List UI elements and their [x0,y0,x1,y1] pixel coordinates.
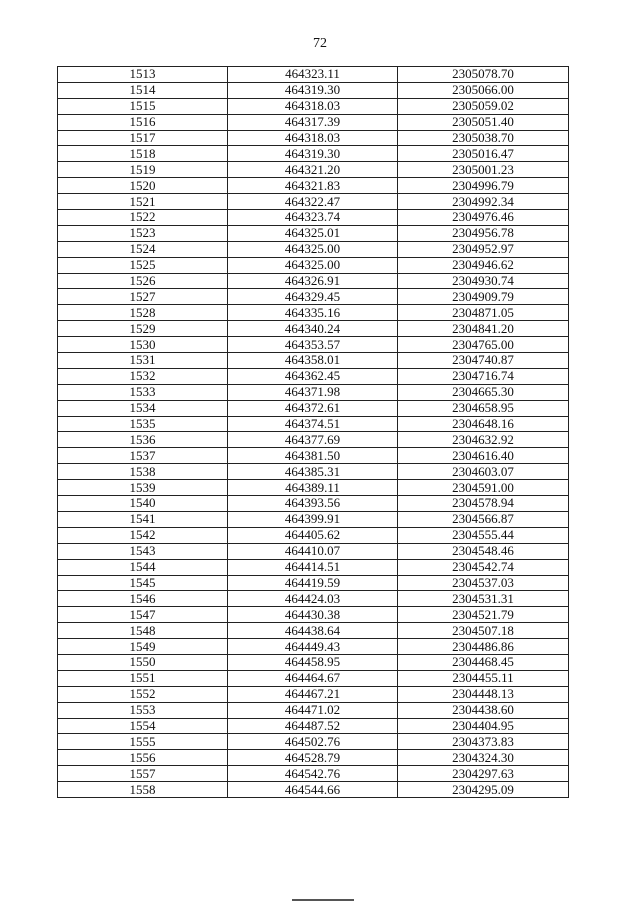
y-coordinate-cell: 2304616.40 [398,448,569,464]
y-coordinate-cell: 2304716.74 [398,368,569,384]
point-number-cell: 1529 [58,321,228,337]
x-coordinate-cell: 464377.69 [228,432,398,448]
y-coordinate-cell: 2305016.47 [398,146,569,162]
table-row [58,162,569,178]
table-row [58,718,569,734]
x-coordinate-cell: 464399.91 [228,511,398,527]
point-number-cell: 1528 [58,305,228,321]
page-edge [0,0,2,905]
y-coordinate-cell: 2304555.44 [398,527,569,543]
point-number-cell: 1518 [58,146,228,162]
y-coordinate-cell: 2304537.03 [398,575,569,591]
y-coordinate-cell: 2304665.30 [398,384,569,400]
table-row [58,543,569,559]
point-number-cell: 1545 [58,575,228,591]
x-coordinate-cell: 464323.74 [228,210,398,226]
table-row [58,400,569,416]
point-number-cell: 1556 [58,750,228,766]
point-number-cell: 1547 [58,607,228,623]
point-number-cell: 1558 [58,782,228,798]
x-coordinate-cell: 464419.59 [228,575,398,591]
table-row [58,384,569,400]
x-coordinate-cell: 464329.45 [228,289,398,305]
x-coordinate-cell: 464389.11 [228,480,398,496]
table-row [58,368,569,384]
point-number-cell: 1531 [58,353,228,369]
x-coordinate-cell: 464471.02 [228,702,398,718]
table-row [58,734,569,750]
point-number-cell: 1533 [58,384,228,400]
x-coordinate-cell: 464542.76 [228,766,398,782]
point-number-cell: 1544 [58,559,228,575]
table-row [58,496,569,512]
point-number-cell: 1516 [58,114,228,130]
x-coordinate-cell: 464393.56 [228,496,398,512]
table-row [58,654,569,670]
table-row [58,448,569,464]
x-coordinate-cell: 464467.21 [228,686,398,702]
point-number-cell: 1535 [58,416,228,432]
y-coordinate-cell: 2304976.46 [398,210,569,226]
x-coordinate-cell: 464325.00 [228,257,398,273]
point-number-cell: 1542 [58,527,228,543]
point-number-cell: 1517 [58,130,228,146]
table-row [58,67,569,83]
x-coordinate-cell: 464544.66 [228,782,398,798]
point-number-cell: 1540 [58,496,228,512]
x-coordinate-cell: 464414.51 [228,559,398,575]
table-row [58,639,569,655]
table-row [58,273,569,289]
point-number-cell: 1514 [58,82,228,98]
table-row [58,702,569,718]
bottom-scan-mark [292,899,354,901]
y-coordinate-cell: 2304996.79 [398,178,569,194]
point-number-cell: 1555 [58,734,228,750]
x-coordinate-cell: 464318.03 [228,98,398,114]
point-number-cell: 1551 [58,670,228,686]
point-number-cell: 1546 [58,591,228,607]
point-number-cell: 1543 [58,543,228,559]
y-coordinate-cell: 2305078.70 [398,67,569,83]
table-row [58,623,569,639]
table-row [58,527,569,543]
point-number-cell: 1548 [58,623,228,639]
y-coordinate-cell: 2304531.31 [398,591,569,607]
x-coordinate-cell: 464438.64 [228,623,398,639]
y-coordinate-cell: 2304930.74 [398,273,569,289]
x-coordinate-cell: 464424.03 [228,591,398,607]
table-row [58,241,569,257]
y-coordinate-cell: 2305051.40 [398,114,569,130]
y-coordinate-cell: 2304542.74 [398,559,569,575]
y-coordinate-cell: 2304578.94 [398,496,569,512]
x-coordinate-cell: 464319.30 [228,82,398,98]
coordinates-table-body [58,67,569,798]
table-row [58,305,569,321]
y-coordinate-cell: 2304871.05 [398,305,569,321]
y-coordinate-cell: 2304946.62 [398,257,569,273]
y-coordinate-cell: 2304548.46 [398,543,569,559]
x-coordinate-cell: 464410.07 [228,543,398,559]
table-row [58,146,569,162]
table-row [58,337,569,353]
y-coordinate-cell: 2305001.23 [398,162,569,178]
y-coordinate-cell: 2304956.78 [398,225,569,241]
y-coordinate-cell: 2304740.87 [398,353,569,369]
y-coordinate-cell: 2304632.92 [398,432,569,448]
x-coordinate-cell: 464371.98 [228,384,398,400]
table-row [58,289,569,305]
y-coordinate-cell: 2304448.13 [398,686,569,702]
table-row [58,766,569,782]
table-row [58,98,569,114]
table-row [58,130,569,146]
table-row [58,750,569,766]
y-coordinate-cell: 2304468.45 [398,654,569,670]
x-coordinate-cell: 464335.16 [228,305,398,321]
y-coordinate-cell: 2304648.16 [398,416,569,432]
point-number-cell: 1532 [58,368,228,384]
y-coordinate-cell: 2304507.18 [398,623,569,639]
x-coordinate-cell: 464502.76 [228,734,398,750]
point-number-cell: 1557 [58,766,228,782]
point-number-cell: 1539 [58,480,228,496]
y-coordinate-cell: 2304909.79 [398,289,569,305]
point-number-cell: 1549 [58,639,228,655]
y-coordinate-cell: 2305066.00 [398,82,569,98]
y-coordinate-cell: 2304455.11 [398,670,569,686]
point-number-cell: 1526 [58,273,228,289]
point-number-cell: 1527 [58,289,228,305]
x-coordinate-cell: 464487.52 [228,718,398,734]
table-row [58,225,569,241]
point-number-cell: 1554 [58,718,228,734]
point-number-cell: 1524 [58,241,228,257]
x-coordinate-cell: 464321.20 [228,162,398,178]
table-row [58,591,569,607]
coordinates-table [57,66,569,798]
point-number-cell: 1552 [58,686,228,702]
x-coordinate-cell: 464381.50 [228,448,398,464]
x-coordinate-cell: 464340.24 [228,321,398,337]
table-row [58,559,569,575]
x-coordinate-cell: 464318.03 [228,130,398,146]
point-number-cell: 1541 [58,511,228,527]
y-coordinate-cell: 2304486.86 [398,639,569,655]
table-row [58,82,569,98]
table-row [58,321,569,337]
point-number-cell: 1515 [58,98,228,114]
point-number-cell: 1519 [58,162,228,178]
y-coordinate-cell: 2304603.07 [398,464,569,480]
x-coordinate-cell: 464326.91 [228,273,398,289]
y-coordinate-cell: 2304404.95 [398,718,569,734]
point-number-cell: 1538 [58,464,228,480]
x-coordinate-cell: 464362.45 [228,368,398,384]
y-coordinate-cell: 2304295.09 [398,782,569,798]
point-number-cell: 1537 [58,448,228,464]
point-number-cell: 1520 [58,178,228,194]
table-row [58,575,569,591]
table-row [58,607,569,623]
table-row [58,257,569,273]
table-row [58,353,569,369]
y-coordinate-cell: 2304521.79 [398,607,569,623]
x-coordinate-cell: 464385.31 [228,464,398,480]
table-row [58,511,569,527]
x-coordinate-cell: 464430.38 [228,607,398,623]
y-coordinate-cell: 2304765.00 [398,337,569,353]
point-number-cell: 1550 [58,654,228,670]
x-coordinate-cell: 464528.79 [228,750,398,766]
x-coordinate-cell: 464319.30 [228,146,398,162]
x-coordinate-cell: 464458.95 [228,654,398,670]
y-coordinate-cell: 2304373.83 [398,734,569,750]
x-coordinate-cell: 464374.51 [228,416,398,432]
x-coordinate-cell: 464464.67 [228,670,398,686]
y-coordinate-cell: 2304324.30 [398,750,569,766]
table-row [58,210,569,226]
table-row [58,416,569,432]
point-number-cell: 1521 [58,194,228,210]
table-row [58,782,569,798]
table-row [58,480,569,496]
y-coordinate-cell: 2304438.60 [398,702,569,718]
y-coordinate-cell: 2304658.95 [398,400,569,416]
x-coordinate-cell: 464405.62 [228,527,398,543]
y-coordinate-cell: 2304952.97 [398,241,569,257]
table-row [58,432,569,448]
x-coordinate-cell: 464449.43 [228,639,398,655]
x-coordinate-cell: 464322.47 [228,194,398,210]
y-coordinate-cell: 2304591.00 [398,480,569,496]
point-number-cell: 1530 [58,337,228,353]
y-coordinate-cell: 2305038.70 [398,130,569,146]
table-row [58,178,569,194]
point-number-cell: 1536 [58,432,228,448]
point-number-cell: 1513 [58,67,228,83]
table-row [58,194,569,210]
table-row [58,670,569,686]
x-coordinate-cell: 464321.83 [228,178,398,194]
point-number-cell: 1534 [58,400,228,416]
point-number-cell: 1523 [58,225,228,241]
y-coordinate-cell: 2304992.34 [398,194,569,210]
table-row [58,686,569,702]
point-number-cell: 1553 [58,702,228,718]
x-coordinate-cell: 464325.00 [228,241,398,257]
y-coordinate-cell: 2304566.87 [398,511,569,527]
x-coordinate-cell: 464325.01 [228,225,398,241]
table-row [58,464,569,480]
point-number-cell: 1522 [58,210,228,226]
x-coordinate-cell: 464317.39 [228,114,398,130]
y-coordinate-cell: 2304297.63 [398,766,569,782]
table-row [58,114,569,130]
page-number: 72 [313,36,327,51]
x-coordinate-cell: 464353.57 [228,337,398,353]
x-coordinate-cell: 464372.61 [228,400,398,416]
point-number-cell: 1525 [58,257,228,273]
x-coordinate-cell: 464358.01 [228,353,398,369]
y-coordinate-cell: 2305059.02 [398,98,569,114]
x-coordinate-cell: 464323.11 [228,67,398,83]
y-coordinate-cell: 2304841.20 [398,321,569,337]
